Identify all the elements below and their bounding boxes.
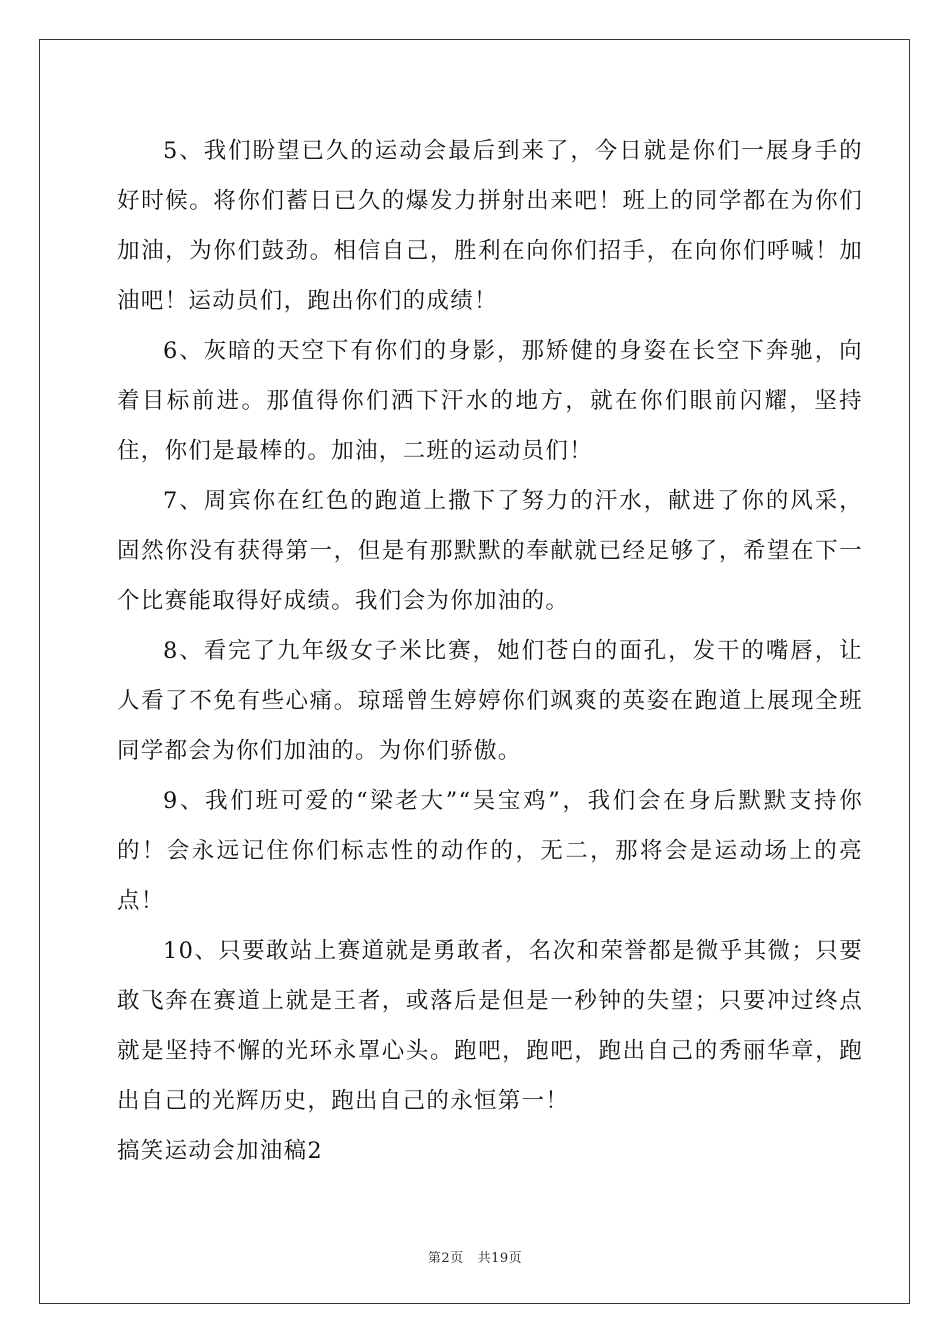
section-title: 搞笑运动会加油稿2: [117, 1138, 324, 1164]
paragraph-5: 5、我们盼望已久的运动会最后到来了，今日就是你们一展身手的好时候。将你们蓄日已久的爆发力拼射出来吧！班上的同学都在为你们加油，为你们鼓劲。相信自己，胜利在向你们招手，在向你们呼喊！加油吧！运动员们，跑出你们的成绩！: [117, 138, 863, 314]
paragraph-7: 7、周宾你在红色的跑道上撒下了努力的汗水，献进了你的风采，固然你没有获得第一，但是有那默默的奉献就已经足够了，希望在下一个比赛能取得好成绩。我们会为你加油的。: [117, 488, 863, 614]
page-footer: [0, 1247, 950, 1266]
paragraph-6: 6、灰暗的天空下有你们的身影，那矫健的身姿在长空下奔驰，向着目标前进。那值得你们洒下汗水的地方，就在你们眼前闪耀，坚持住，你们是最棒的。加油，二班的运动员们！: [117, 338, 863, 464]
page-total: 共19页: [477, 1251, 523, 1266]
page-number: 第2页: [427, 1251, 464, 1266]
paragraph-9: 9、我们班可爱的“梁老大”“吴宝鸡”，我们会在身后默默支持你的！会永远记住你们标志性的动作的，无二，那将会是运动场上的亮点！: [117, 788, 863, 914]
paragraph-8: 8、看完了九年级女子米比赛，她们苍白的面孔，发干的嘴唇，让人看了不免有些心痛。琼瑶曾生婷婷你们飒爽的英姿在跑道上展现全班同学都会为你们加油的。为你们骄傲。: [117, 638, 863, 764]
paragraph-10: 10、只要敢站上赛道就是勇敢者，名次和荣誉都是微乎其微；只要敢飞奔在赛道上就是王者，或落后是但是一秒钟的失望；只要冲过终点就是坚持不懈的光环永罩心头。跑吧，跑吧，跑出自己的秀丽华章，跑出自己的光辉历史，跑出自己的永恒第一！: [117, 938, 863, 1114]
document-body: [117, 126, 863, 1176]
